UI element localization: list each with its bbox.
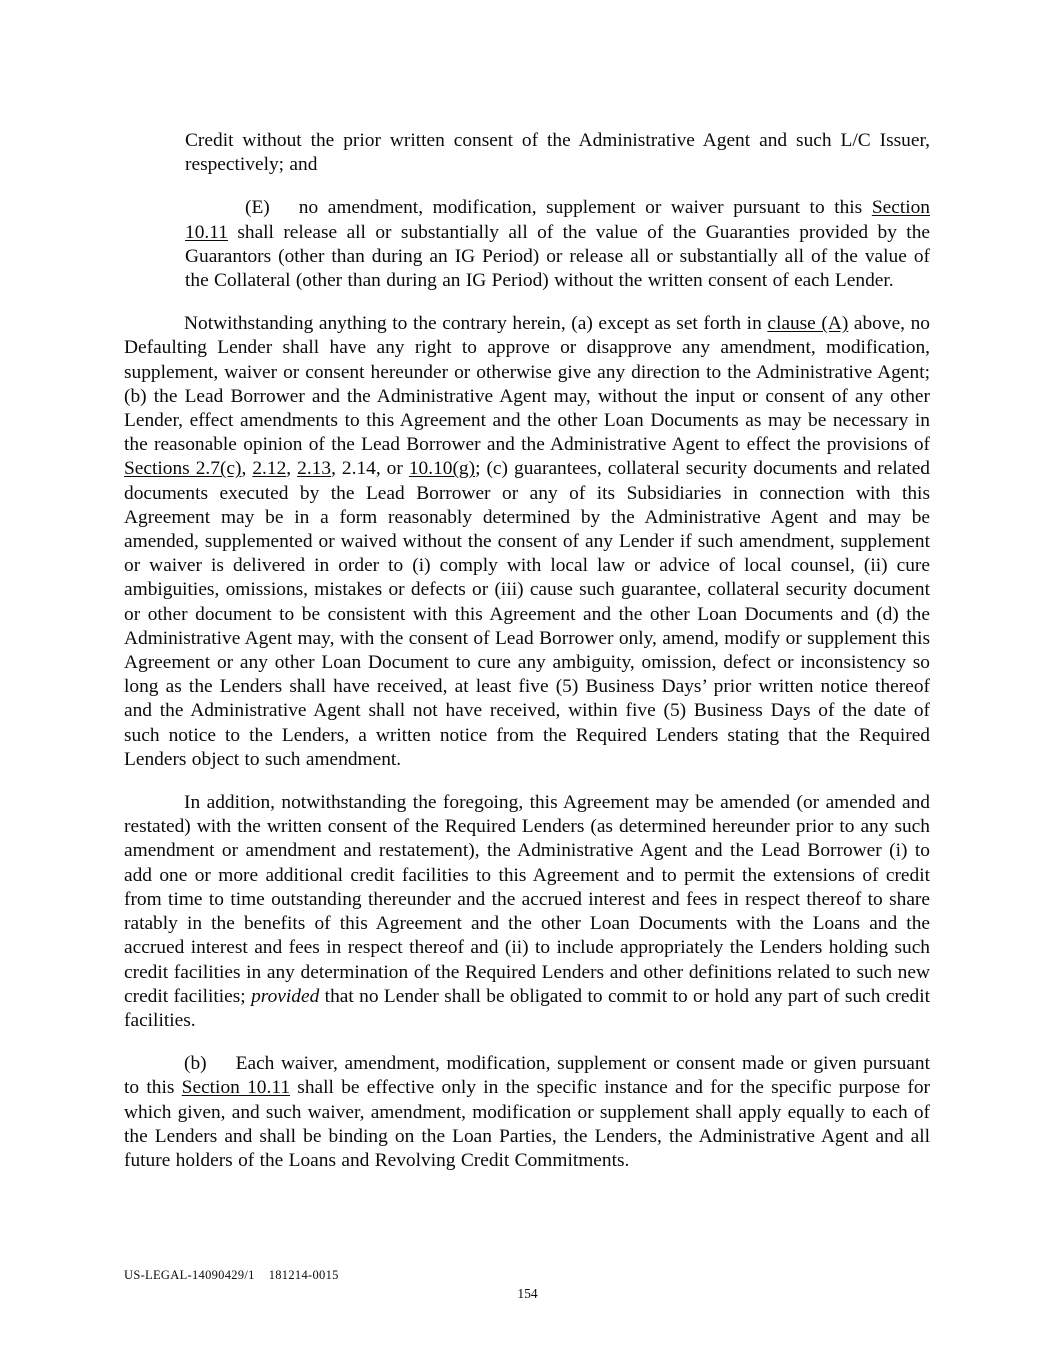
text-run: no amendment, modification, supplement or waiver pursuant to this — [298, 197, 872, 219]
document-id: US-LEGAL-14090429/1 — [124, 1268, 255, 1282]
text-run: Each waiver, amendment, modification, supplement or consent made or given pursuant to this — [124, 1053, 930, 1099]
text-run: In addition, notwithstanding the foregoing, this Agreement may be amended (or amended and restated) with the written consent of the Required Lenders (as determined hereunder prior to any such amendment or amendment and restatement), the Administrative Agent and the Lead Borrower (i) to add one or more additional credit facilities to this Agreement and to permit the extensions of credit from time to time outstanding thereunder and the accrued interest and fees in respect thereof to share ratably in the benefits of this Agreement and the other Loan Documents with the Loans and the accrued interest and fees in respect thereof and (ii) to include appropriately the Lenders holding such credit facilities in any determination of the Required Lenders and other definitions related to such new credit facilities; — [124, 792, 930, 1007]
text-run: ; (c) guarantees, collateral security documents and related documents executed by the Lead Borrower or any of its Subsidiaries in connection with this Agreement may be in a form reasonably determined by the Administrative Agent and may be amended, supplemented or waived without the consent of any Lender if such amendment, supplement or waiver is delivered in order to (i) comply with local law or advice of local counsel, (ii) cure ambiguities, omissions, mistakes or defects or (iii) cause such guarantee, collateral security document or other document to be consistent with this Agreement and the other Loan Documents and (d) the Administrative Agent may, with the consent of Lead Borrower only, amend, modify or supplement this Agreement or any other Loan Document to cure any ambiguity, omission, defect or inconsistency so long as the Lenders shall have received, at least five (5) Business Days’ prior written notice thereof and the Administrative Agent shall not have received, within five (5) Business Days of the date of such notice to the Lenders, a written notice from the Required Lenders stating that the Required Lenders object to such amendment. — [124, 458, 931, 770]
underlined-reference: 10.10(g) — [408, 458, 476, 480]
paragraph-in-addition — [124, 791, 930, 1033]
underlined-reference: Sections 2.7(c) — [124, 458, 242, 480]
text-run: shall release all or substantially all of the value of the Guaranties provided by the Guarantors (other than during an IG Period) or release all or substantially all of the value of the Collateral (other than during an IG Period) without the written consent of each Lender. — [185, 221, 930, 292]
paragraph-clause-b — [124, 1052, 930, 1173]
page-number: 154 — [517, 1286, 538, 1301]
paragraph-credit-continuation — [185, 129, 930, 177]
underlined-reference: 2.13 — [297, 458, 332, 480]
paragraph-notwithstanding — [124, 312, 930, 772]
text-run: , — [241, 458, 253, 480]
document-body — [124, 129, 930, 1192]
text-run: above, no Defaulting Lender shall have any right to approve or disapprove any amendment, modification, supplement, waiver or consent hereunder or otherwise give any direction to the Administrative Agent; (b) the Lead Borrower and the Administrative Agent may, without the input or consent of any other Lender, effect amendments to this Agreement and the other Loan Documents as may be necessary in the reasonable opinion of the Lead Borrower and the Administrative Agent to effect the provisions of — [124, 313, 930, 456]
underlined-reference: 2.12 — [252, 458, 287, 480]
document-ref: 181214-0015 — [268, 1268, 339, 1282]
text-run: (E) — [245, 197, 270, 219]
italic-term: provided — [251, 985, 320, 1007]
text-run: , 2.14, or — [331, 458, 409, 480]
footer-document-id — [124, 1268, 339, 1283]
text-run: , — [286, 458, 298, 480]
text-run: that no Lender shall be obligated to commit to or hold any part of such credit facilities. — [124, 985, 931, 1031]
text-run: Notwithstanding anything to the contrary herein, (a) except as set forth in — [184, 313, 768, 335]
underlined-reference: clause (A) — [767, 313, 849, 335]
text-run: shall be effective only in the specific instance and for the specific purpose for which given, and such waiver, amendment, modification or supplement shall apply equally to each of the Lenders and shall be binding on the Loan Parties, the Lenders, the Administrative Agent and all future holders of the Loans and Revolving Credit Commitments. — [124, 1077, 931, 1171]
underlined-reference: Section 10.11 — [185, 197, 930, 243]
underlined-reference: Section 10.11 — [181, 1077, 291, 1099]
text-run: Credit without the prior written consent of the Administrative Agent and such L/C Issuer, respectively; and — [185, 130, 930, 176]
text-run: (b) — [184, 1053, 207, 1075]
paragraph-clause-e — [185, 196, 930, 293]
